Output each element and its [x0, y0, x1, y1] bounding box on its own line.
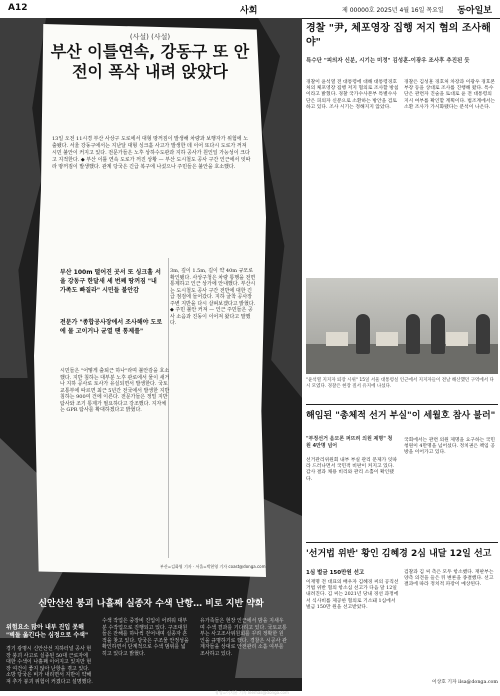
photo-box: [326, 332, 348, 346]
article-credit-3: 이상호 기자 ilsa@donga.com: [431, 680, 498, 685]
photo-table: [306, 344, 498, 374]
photo-box: [446, 332, 468, 346]
article-subhead-3: 1심 벌금 150만원 선고: [306, 570, 365, 576]
right-column: [306, 18, 500, 691]
edition-line: 제 00000호 2025년 4월 16일 목요일: [342, 7, 444, 14]
feature-panel: [0, 18, 302, 695]
feature-kicker: (사설) (사설): [129, 33, 171, 41]
article-headline-3: '선거법 위반' 황인 김혜경 2심 내달 12일 선고: [306, 549, 492, 559]
feature-subhead: 부산 100m 떨어진 곳서 또 싱크홀 서울 강동구 한달새 세 번째 땅꺼짐 "내 가족도 빠질라" 시민들 불안감: [60, 269, 161, 294]
divider: [306, 542, 498, 543]
article-body-2a: 선거관리위원회 내부 부실 관리 문제가 잇따라 드러나면서 국민적 비판이 커지고 있다. 감사 결과 채용 비리와 관리 소홀이 확인됐다.: [306, 458, 398, 482]
feature-subhead-2: 전문가 "종합공사장에서 조사해야 도로에 물 고이거나 균열 땐 통제를": [60, 319, 163, 335]
bottom-column-2: 수색 작업은 중장비 진입이 어려워 대부분 수작업으로 진행되고 있다. 구조대원들은 잔해를 하나씩 걷어내며 실종자 흔적을 찾고 있다. 당국은 구조물 안정성을 확인하면서 단계적으로 수색 범위를 넓히고 있다고 밝혔다.: [102, 618, 189, 657]
photo-person: [431, 314, 445, 354]
feature-headline: 부산 이틀연속, 강동구 또 안전이 폭삭 내려 앉았다: [50, 42, 250, 81]
photo-person: [356, 314, 370, 354]
feature-body-left: 시민들은 "어떻게 출퇴근 하나"라며 불안감을 호소했다. 지반 침하는 대부분 노후 관로에서 물이 새거나 지하 공사로 토사가 유실되면서 발생한다. 국토교통부에 따르면 최근 5년간 전국에서 발생한 지반 침하는 900여 건에 이른다. 전문가들은 정밀 지반 탐사와 조기 통제가 필요하다고 강조했다. 지자체는 GPR 탐사를 확대하겠다고 밝혔다.: [60, 368, 170, 413]
article-headline-1: 경찰 "尹, 체포영장 집행 저지 혐의 조사해야": [306, 23, 491, 48]
photo-person: [476, 314, 490, 354]
article-body-2b: 국회에서는 관련 의원 제명을 요구하는 국민청원이 4만명을 넘어섰다. 정치권은 책임 공방을 이어가고 있다.: [404, 438, 496, 456]
masthead: [0, 0, 500, 19]
bottom-credit: 광명=이지윤 기자 leemail@donga.com: [215, 690, 289, 695]
divider: [306, 404, 498, 405]
news-photo: [306, 278, 498, 374]
photo-caption: "윤석열 지지자 퇴장 시위" 15일 서울 대통령실 인근에서 지지자들이 전날 해산했던 구역에서 다시 모였다. 경찰은 현장 질서 유지에 나섰다.: [306, 378, 494, 389]
article-body-1b: 경찰은 김성훈 경호처 차장과 이광우 경호본부장 등을 상대로 조사를 진행해 왔다. 특수단은 관련자 진술을 토대로 윤 전 대통령의 지시 여부를 확인할 계획이다. 법조계에서는 소환 조사가 가시화됐다는 분석이 나온다.: [404, 80, 496, 110]
article-headline-2: 해임된 "총체적 선거 부실"이 세월호 참사 불러": [306, 411, 496, 421]
article-body-1a: 경찰이 윤석열 전 대통령에 대해 대통령경호처의 체포영장 집행 저지 혐의로 조사할 방침이라고 밝혔다. 경찰 국가수사본부 특별수사단은 피의자 신분으로 소환하는 방안을 검토하고 있다. 조사 시기는 정해지지 않았다.: [306, 80, 399, 110]
article-subhead-2: "부정선거 음모론 퍼뜨려 의원 제명" 청원 4만명 넘어: [306, 436, 393, 449]
feature-lede: 13일 오전 11시경 부산 사상구 도로에서 대형 땅꺼짐이 발생해 차량과 보행자가 위험에 노출됐다. 서울 강동구에서는 지난달 대형 싱크홀 사고가 발생한 데 이어 또다시 도로가 꺼져 시민 불안이 커지고 있다. 전문가들은 노후 상하수도관과 지하 공사가 원인일 가능성이 크다고 지적한다. ◆ 부산 이틀 연속 도로가 꺼진 상황 — 부산 도시철도 공사 구간 인근에서 잇따라 땅꺼짐이 발생했다. 관계 당국은 긴급 복구에 나섰으나 주민들은 불안을 호소했다.: [52, 136, 251, 170]
newspaper-name: 동아일보: [457, 6, 492, 16]
article-subhead-1: 특수단 "피의자 신분, 시기는 미정" 김성훈-이광우 조사후 추진된 듯: [306, 58, 470, 64]
bottom-subhead: 위험요소 많아 내부 진입 못해 "벽돌 옮긴다는 심정으로 수색": [6, 624, 89, 639]
bottom-headline: 신안산선 붕괴 나흘째 실종자 수색 난항… 비로 지반 약화: [38, 599, 264, 609]
article-body-3b: 검찰과 김 씨 측은 모두 항소했다. 재판부는 양측 의견을 들은 뒤 변론을 종결했다. 선고 결과에 따라 정치적 파장이 예상된다.: [404, 570, 494, 588]
photo-person: [406, 314, 420, 354]
section-name: 사회: [240, 6, 258, 16]
article-body-3a: 이재명 전 대표의 배우자 김혜경 씨의 공직선거법 위반 혐의 항소심 선고가 다음 달 12일 내려진다. 김 씨는 2021년 당내 경선 과정에서 식사비를 제공한 혐의로 기소돼 1심에서 벌금 150만 원을 선고받았다.: [306, 580, 399, 610]
photo-box: [376, 332, 398, 346]
feature-credit: 부산=김화영 기자 · 서울=박현영 기자 coast@donga.com: [160, 564, 266, 569]
feature-body-right: 3m, 깊이 1.5m, 길이 약 40m 규모로 확인됐다. 사상구청은 차량 통행을 전면 통제하고 인근 상가에 안내했다. 부산시는 도시철도 공사 구간 전반에 대한 긴급 점검에 들어갔다. 지하 굴착 공사장 주변 지반을 다시 살펴보겠다고 밝혔다. ◆ 주민 불안 커져 — 인근 주민들은 공사 소음과 진동이 이어져 왔다고 말했다.: [170, 268, 256, 326]
page-number: A12: [8, 3, 28, 13]
bottom-column-3: 유가족들은 현장 인근에서 밤을 지새우며 수색 결과를 기다리고 있다. 국토교통부는 사고조사위원회를 꾸려 정확한 원인을 규명하기로 했다. 경찰은 시공사 관계자들을 상대로 안전관리 소홀 여부를 조사하고 있다.: [200, 618, 287, 657]
bottom-column-1: 경기 광명시 신안산선 지하터널 공사 현장 붕괴 사고로 실종된 50대 근로자에 대한 수색이 나흘째 이어지고 있지만 현장 여건이 좋지 않아 난항을 겪고 있다. 소방 당국은 비가 내리면서 지반이 약해져 추가 붕괴 위험이 커졌다고 설명했다.: [6, 646, 93, 685]
